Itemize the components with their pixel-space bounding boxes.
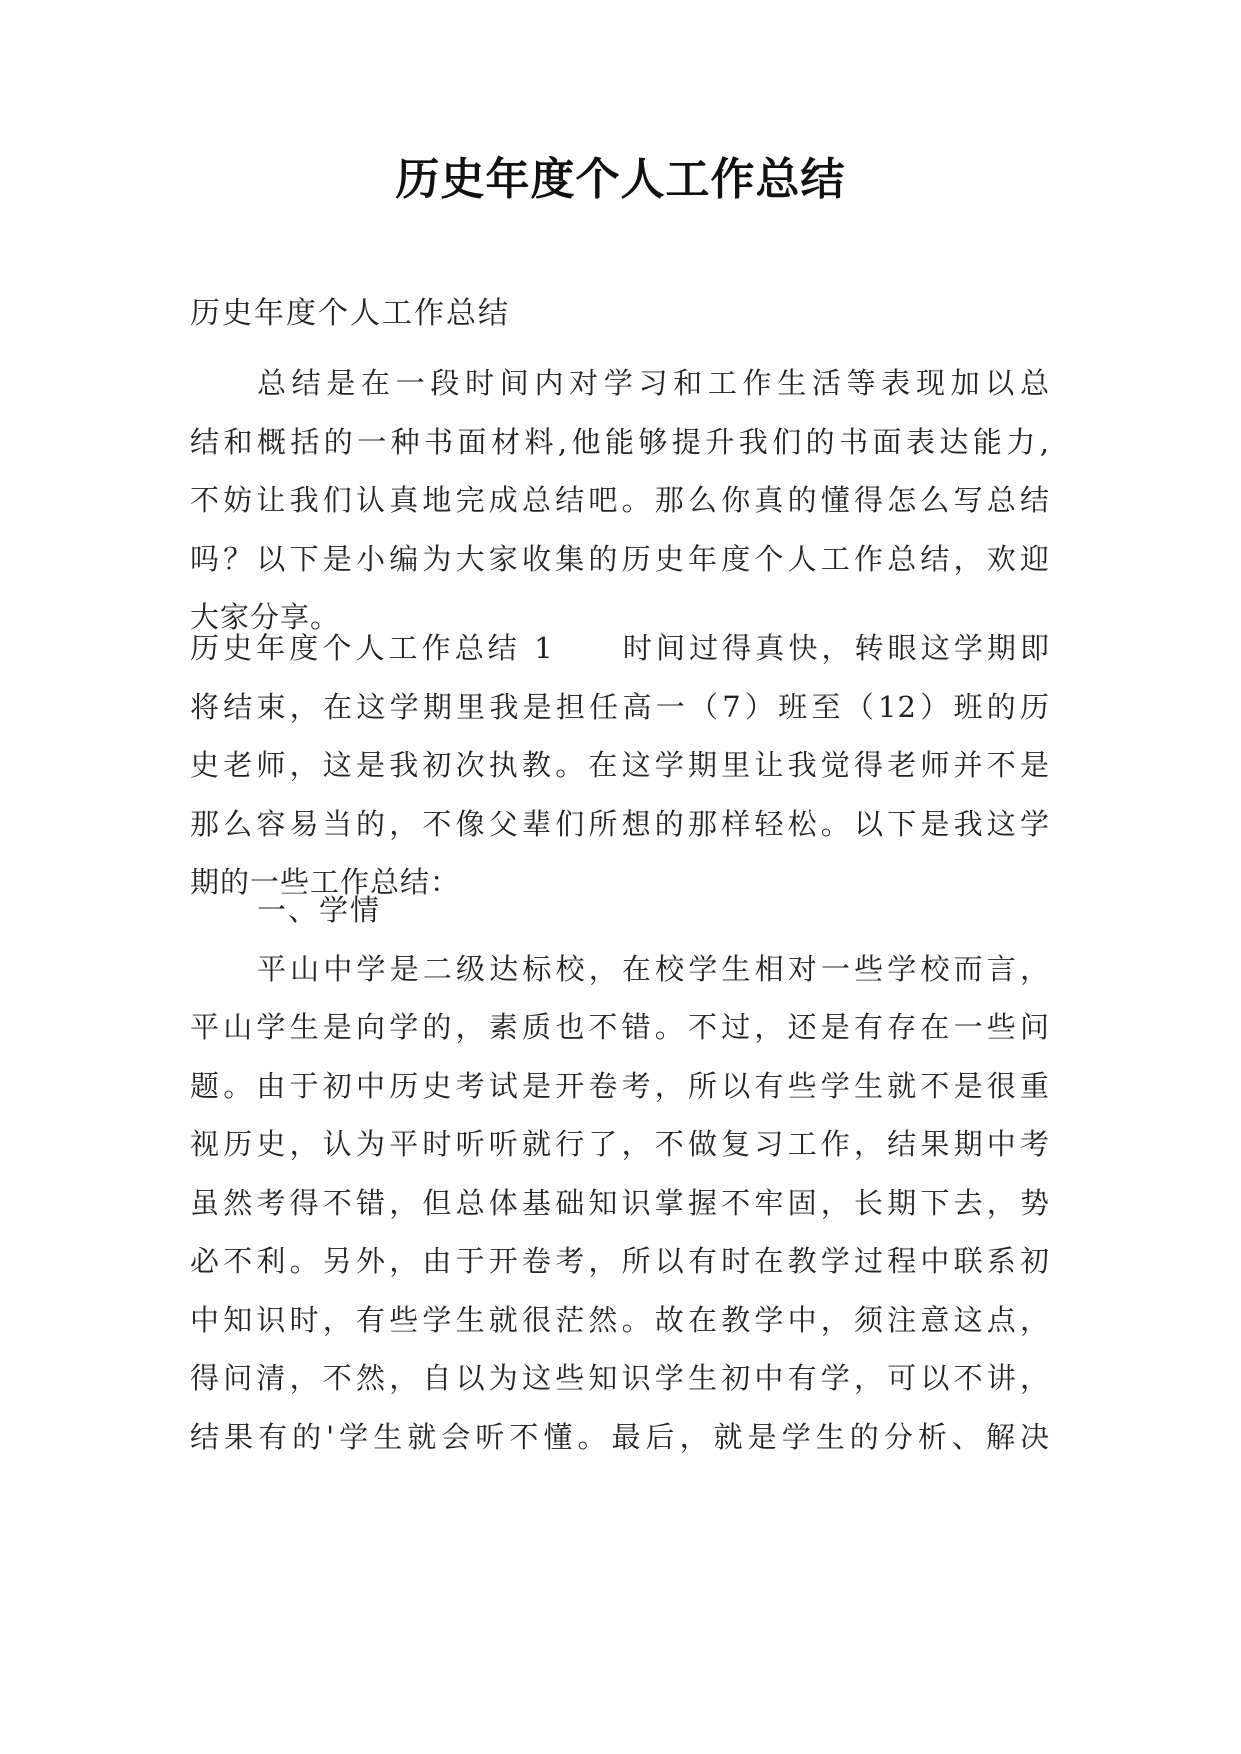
- paragraph-line: 总结是在一段时间内对学习和工作生活等表现加以总: [257, 366, 1050, 400]
- paragraph-line: 平山学生是向学的，素质也不错。不过，还是有存在一些问: [190, 1010, 1050, 1044]
- paragraph-line: 吗？以下是小编为大家收集的历史年度个人工作总结，欢迎: [190, 541, 1050, 576]
- paragraph-line: 视历史，认为平时听听就行了，不做复习工作，结果期中考: [190, 1127, 1050, 1161]
- part1-paragraph: [190, 619, 1050, 912]
- section-heading: 一、学情: [257, 893, 382, 927]
- paragraph-line: 平山中学是二级达标校，在校学生相对一些学校而言，: [257, 951, 1050, 986]
- section1: [190, 881, 1050, 1466]
- document-title: 历史年度个人工作总结: [395, 154, 846, 205]
- paragraph-line: 不妨让我们认真地完成总结吧。那么你真的懂得怎么写总结: [190, 483, 1050, 517]
- paragraph-line: 大家分享。: [190, 600, 341, 634]
- paragraph-line: 史老师，这是我初次执教。在这学期里让我觉得老师并不是: [190, 748, 1050, 782]
- paragraph-line: 中知识时，有些学生就很茫然。故在教学中，须注意这点，: [190, 1302, 1050, 1337]
- paragraph-line: 虽然考得不错，但总体基础知识掌握不牢固，长期下去，势: [190, 1185, 1050, 1220]
- paragraph-line: 那么容易当的，不像父辈们所想的那样轻松。以下是我这学: [190, 806, 1050, 841]
- paragraph-line: 期的一些工作总结：: [190, 865, 461, 899]
- intro-paragraph: [190, 354, 1050, 647]
- paragraph-line: 将结束，在这学期里我是担任高一（7）班至（12）班的历: [190, 689, 1050, 724]
- paragraph-line: 结和概括的一种书面材料,他能够提升我们的书面表达能力,: [190, 424, 1050, 459]
- paragraph-line: 必不利。另外，由于开卷考，所以有时在教学过程中联系初: [190, 1244, 1050, 1278]
- paragraph-line: 结果有的'学生就会听不懂。最后，就是学生的分析、解决: [190, 1419, 1050, 1454]
- paragraph-line: 得问清，不然，自以为这些知识学生初中有学，可以不讲，: [190, 1361, 1050, 1395]
- paragraph-line: 题。由于初中历史考试是开卷考，所以有些学生就不是很重: [190, 1068, 1050, 1103]
- paragraph-line: 历史年度个人工作总结 1 时间过得真快，转眼这学期即: [190, 631, 1050, 665]
- document-subtitle: 历史年度个人工作总结: [190, 296, 510, 331]
